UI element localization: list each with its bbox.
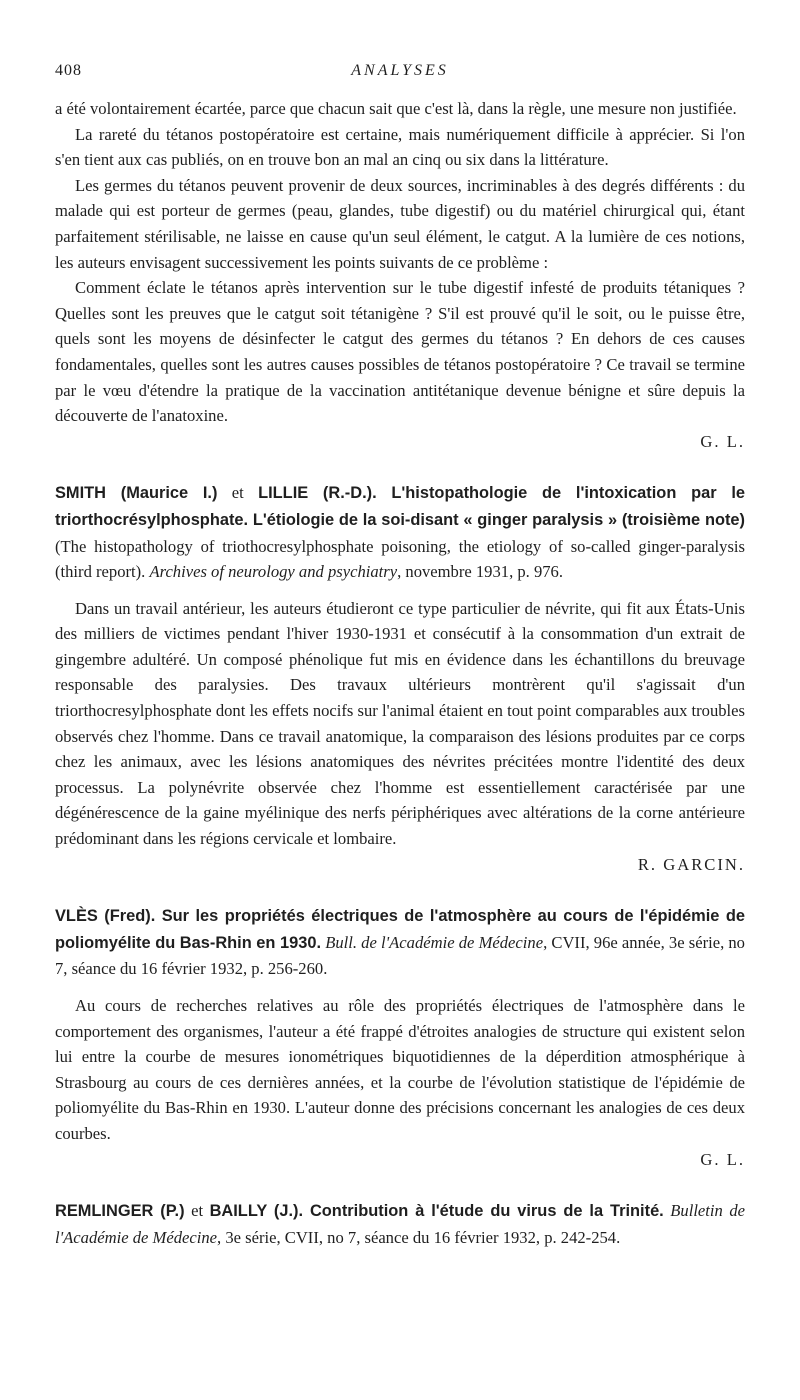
entry-reference: , novembre 1931, p. 976. — [397, 562, 564, 582]
running-head — [55, 62, 745, 86]
abstract-entry — [55, 903, 745, 1172]
page-number: 408 — [55, 62, 82, 79]
paragraph: Les germes du tétanos peuvent provenir de deux sources, incriminables à des degrés différents : du malade qui est porteur de germes (peau, glandes, tube digestif) ou du matériel chirurgical qui, étant parfaitement stérilisable, ne laisse en cause qu'un seul élément, le catgut. A la lumière de ces notions, les auteurs envisagent successivement les points suivants de ce problème : — [55, 175, 745, 272]
entry-citation — [55, 903, 745, 982]
running-title: ANALYSES — [351, 62, 449, 79]
signature: G. L. — [700, 431, 745, 451]
entry-title-english: (The histopathology of triothocresylphosphate poisoning, the etiology of so-called ginger-paralysis (third report). — [55, 536, 745, 582]
entry-reference: , 3e série, CVII, no 7, séance du 16 février 1932, p. 242-254. — [217, 1227, 621, 1247]
entry-title: Sur les propriétés électriques de l'atmosphère au cours de l'épidémie de poliomyélite du Bas-Rhin en 1930. — [55, 907, 745, 952]
entry-title: Contribution à l'étude du virus de la Trinité. — [303, 1202, 664, 1221]
entry-citation: SMITH (Maurice I.) et LILLIE (R.-D.). L'histopathologie de l'intoxication par le triorthocrésylphosphate. L'étiologie de la soi-disant « ginger paralysis » (troisième note) (The histopathology of triothocresylphosphate poisoning, the etiology of so-called ginger-paralysis (third report). Archives of neurology and psychiatry, novembre 1931, p. 976. — [55, 483, 745, 582]
entry-authors: LILLIE (R.-D.). — [258, 484, 377, 503]
entry-authors: BAILLY (J.). — [209, 1202, 304, 1221]
entry-journal: Archives of neurology and psychiatry — [149, 562, 398, 582]
entry-body: Dans un travail antérieur, les auteurs étudieront ce type particulier de névrite, qui fit aux États-Unis des milliers de victimes pendant l'hiver 1930-1931 et consécutif à la consommation d'un extrait de gingembre adultéré. Un composé phénolique fut mis en évidence dans les échantillons du breuvage responsable des paralysies. Des travaux ultérieurs montrèrent qu'il s'agissait d'un triorthocresylphosphate dont les effets nocifs sur l'animal étaient en tout point comparables aux troubles observés chez l'homme. Dans ce travail anatomique, la comparaison des lésions produites par ce corps chez les animaux, avec les lésions anatomiques des névrites précitées montre l'identité des deux processus. La polynévrite observée chez l'homme est essentiellement caractérisée par une dégénérescence de la gaine myélinique des nerfs périphériques avec altérations de la corne antérieure prédominant dans les régions cervicale et lombaire. — [55, 598, 745, 849]
page-content — [55, 96, 745, 1250]
paragraph: a été volontairement écartée, parce que chacun sait que c'est là, dans la règle, une mesure non justifiée. — [55, 99, 737, 118]
signature: G. L. — [700, 1149, 745, 1169]
entry-title: L'histopathologie de l'intoxication par le triorthocrésylphosphate. L'étiologie de la soi-disant « ginger paralysis » (troisième note) — [55, 484, 745, 529]
paragraph: Comment éclate le tétanos après intervention sur le tube digestif infesté de produits tétaniques ? Quelles sont les preuves que le catgut soit tétanigène ? S'il est prouvé qu'il le soit, ou le puisse être, quels sont les moyens de désinfecter le catgut des germes du tétanos ? En dehors de ces causes fondamentales, quelles sont les autres causes possibles de tétanos postopératoire ? Ce travail se termine par le vœu d'étendre la pratique de la vaccination antitétanique devenue bénigne et sûre depuis la découverte de l'anatoxine. — [55, 278, 745, 426]
entry-journal: Bull. de l'Académie de Médecine — [325, 932, 544, 952]
entry-body: Au cours de recherches relatives au rôle des propriétés électriques de l'atmosphère dans le comportement des organismes, l'auteur a été frappé d'étroites analogies de structure qui existent selon lui entre la courbe de mesures ionométriques biquotidiennes de la déperdition atmosphérique à Strasbourg au cours de ces dernières années, et la courbe de l'évolution statistique de l'épidémie de poliomyélite du Bas-Rhin en 1930. L'auteur donne des précisions concernant les analogies de ces deux courbes. — [55, 996, 745, 1143]
entry-authors: SMITH (Maurice I.) — [55, 484, 218, 503]
entry-journal: Bulletin de l'Académie de Médecine — [55, 1201, 745, 1247]
entry-reference: , CVII, 96e année, 3e série, no 7, séance du 16 février 1932, p. 256-260. — [55, 932, 745, 979]
paragraph: La rareté du tétanos postopératoire est certaine, mais numériquement difficile à apprécier. Si l'on s'en tient aux cas publiés, on en trouve bon an mal an cinq ou six dans la littérature. — [55, 124, 745, 170]
signature: R. GARCIN. — [637, 854, 745, 874]
entry-citation: REMLINGER (P.) et BAILLY (J.). Contribution à l'étude du virus de la Trinité. Bulletin de l'Académie de Médecine, 3e série, CVII, no 7, séance du 16 février 1932, p. 242-254. — [55, 1201, 745, 1247]
entry-authors: VLÈS (Fred). — [55, 907, 156, 926]
abstract-entry — [55, 1198, 745, 1250]
entry-authors: REMLINGER (P.) — [55, 1202, 185, 1221]
abstract-entry — [55, 480, 745, 877]
